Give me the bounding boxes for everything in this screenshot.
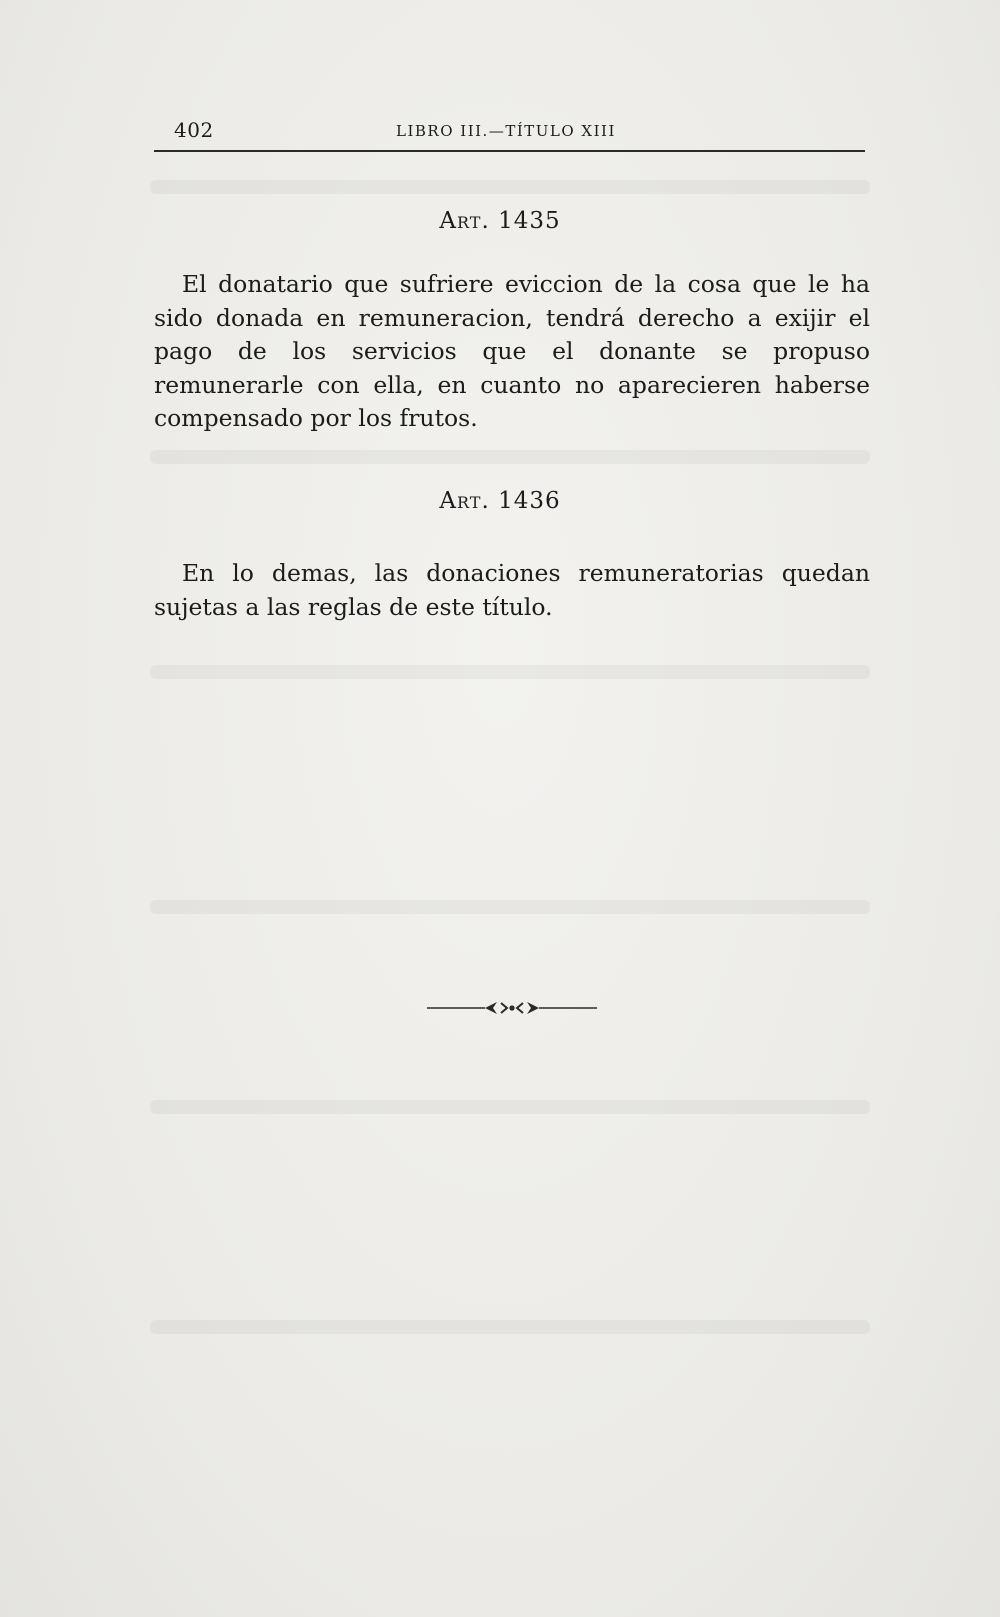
article-number: 1435 xyxy=(498,208,561,234)
article-label: Art. xyxy=(439,208,490,234)
header-rule xyxy=(154,150,865,152)
show-through xyxy=(150,1320,870,1334)
page-number: 402 xyxy=(174,118,214,142)
article-text: En lo demas, las donaciones remuneratorias quedan sujetas a las reglas de este título. xyxy=(154,559,870,621)
article-label: Art. xyxy=(439,488,490,514)
show-through xyxy=(150,180,870,194)
page-header xyxy=(154,112,864,148)
article-heading xyxy=(0,488,1000,514)
end-ornament-icon xyxy=(427,998,597,1018)
show-through xyxy=(150,1100,870,1114)
show-through xyxy=(150,900,870,914)
article-heading xyxy=(0,208,1000,234)
article-text: El donatario que sufriere eviccion de la cosa que le ha sido donada en remuneracion, tendrá derecho a exijir el pago de los servicios que el donante se propuso remunerarle con ella, en cuanto no aparecieren haberse compensado por los frutos. xyxy=(154,270,870,432)
show-through xyxy=(150,450,870,464)
running-head: LIBRO III.—TÍTULO XIII xyxy=(396,122,616,140)
article-number: 1436 xyxy=(498,488,561,514)
show-through xyxy=(150,665,870,679)
